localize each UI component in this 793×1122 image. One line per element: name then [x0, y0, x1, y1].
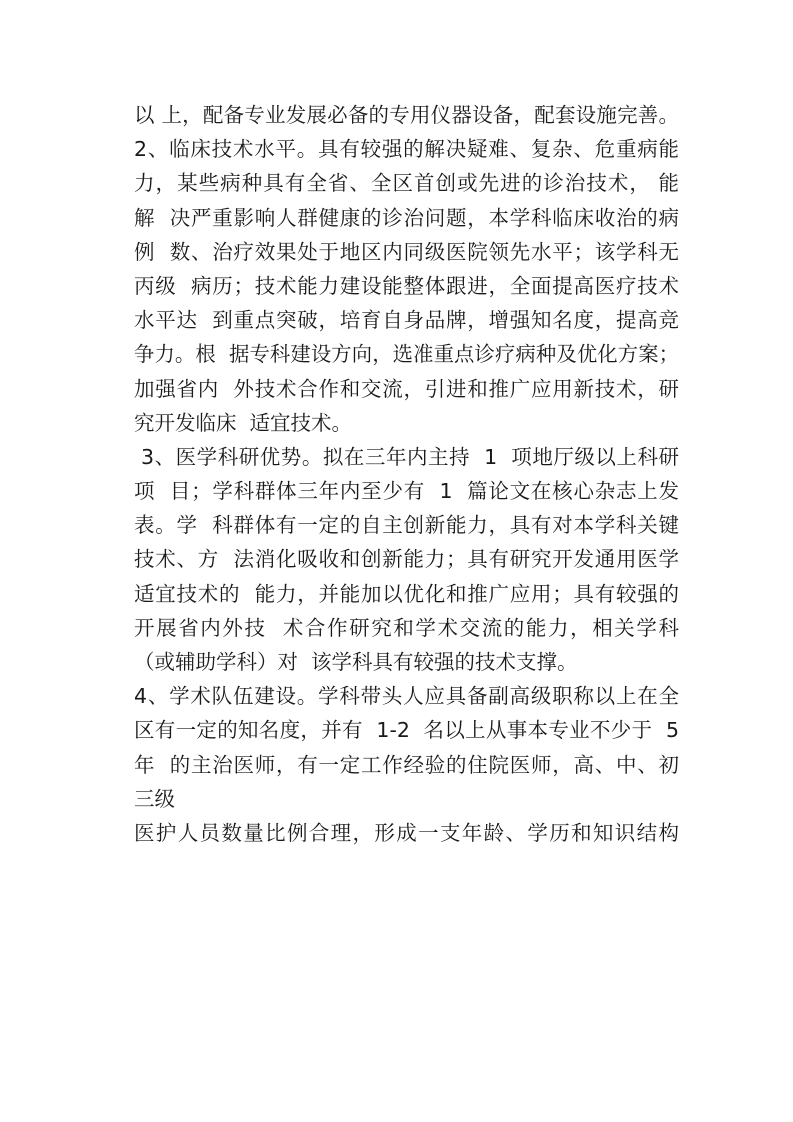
text-line: 争力。根 据专科建设方向，选准重点诊疗病种及优化方案；: [134, 342, 679, 367]
text-line: 丙级 病历；技术能力建设能整体跟进，全面提高医疗技术: [134, 273, 679, 298]
text-line: 技术、方 法消化吸收和创新能力；具有研究开发通用医学: [134, 547, 679, 572]
text-line: 水平达 到重点突破，培育自身品牌，增强知名度，提高竞: [134, 308, 679, 333]
body-text: [134, 98, 679, 850]
text-line: 3、医学科研优势。拟在三年内主持 1 项地厅级以上科研: [134, 444, 679, 469]
text-line: 力，某些病种具有全省、全区首创或先进的诊治技术， 能: [134, 171, 679, 196]
text-line: 三级: [134, 786, 175, 811]
text-line: 2、临床技术水平。具有较强的解决疑难、复杂、危重病能: [134, 137, 679, 162]
text-line: 究开发临床 适宜技术。: [134, 410, 353, 435]
text-line: 解 决严重影响人群健康的诊治问题，本学科临床收治的病: [134, 205, 679, 230]
text-line: 开展省内外技 术合作研究和学术交流的能力，相关学科: [134, 615, 679, 640]
text-line: 例 数、治疗效果处于地区内同级医院领先水平；该学科无: [134, 239, 679, 264]
text-line: 区有一定的知名度，并有 1-2 名以上从事本专业不少于 5: [134, 718, 679, 743]
text-line: 以 上，配备专业发展必备的专用仪器设备，配套设施完善。: [134, 103, 679, 127]
text-line: 4、学术队伍建设。学科带头人应具备副高级职称以上在全: [134, 684, 679, 709]
text-line: 适宜技术的 能力，并能加以优化和推广应用；具有较强的: [134, 581, 679, 606]
text-line: 加强省内 外技术合作和交流，引进和推广应用新技术，研: [134, 376, 679, 401]
text-line: 项 目；学科群体三年内至少有 1 篇论文在核心杂志上发: [134, 479, 679, 504]
text-line: （或辅助学科）对 该学科具有较强的技术支撑。: [134, 650, 578, 674]
text-line: 表。学 科群体有一定的自主创新能力，具有对本学科关键: [134, 513, 679, 538]
text-line: 医护人员数量比例合理，形成一支年龄、学历和知识结构: [134, 820, 679, 845]
text-line: 年 的主治医师，有一定工作经验的住院医师，高、中、初: [134, 752, 679, 777]
